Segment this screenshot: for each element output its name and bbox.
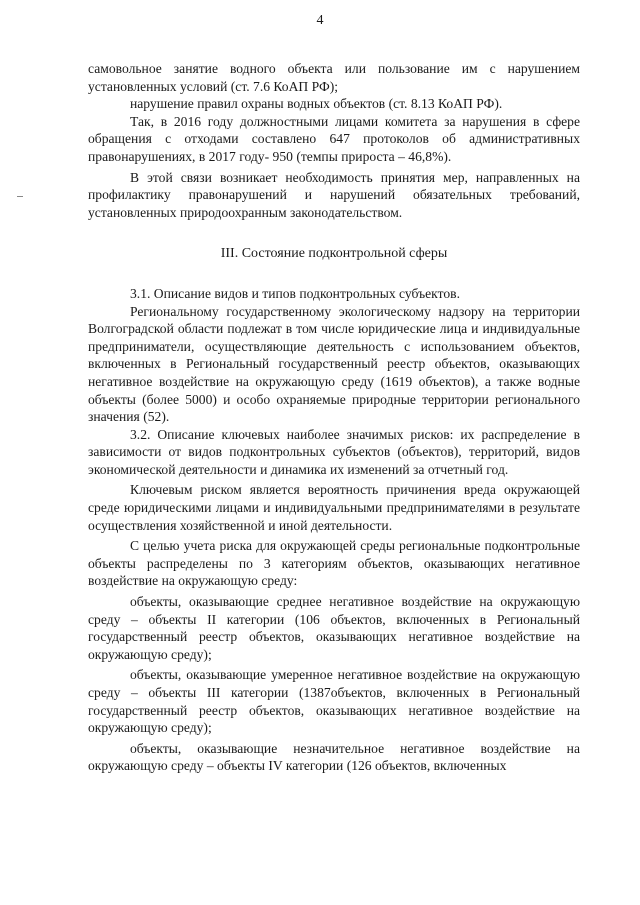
paragraph-unauthorized-water-use: самовольное занятие водного объекта или пользование им с нарушением установленных условий (ст. 7.6 КоАП РФ);	[88, 61, 580, 94]
paragraph-risk-categories: С целью учета риска для окружающей среды региональные подконтрольные объекты распределены по 3 категориям объектов, оказывающих негативное воздействие на окружающую среду:	[88, 538, 580, 589]
paragraph-subsection-3-2: 3.2. Описание ключевых наиболее значимых рисков: их распределение в зависимости от видов подконтрольных субъектов (объектов), территорий, видов экономической деятельности и динамика их изменений за отчетный год.	[88, 426, 580, 477]
paragraph-water-protection-violation: нарушение правил охраны водных объектов (ст. 8.13 КоАП РФ).	[130, 96, 503, 112]
paragraph-category-ii: объекты, оказывающие среднее негативное воздействие на окружающую среду – объекты II категории (106 объектов, включенных в Региональный государственный реестр объектов, оказывающих негативное воздействие на окружающую среду);	[88, 594, 580, 662]
paragraph-category-iii: объекты, оказывающие умеренное негативное воздействие на окружающую среду – объекты III категории (1387объектов, включенных в Региональный государственный реестр объектов, оказывающих негативное воздействие на окружающую среду);	[88, 667, 580, 736]
paragraph-category-iv: объекты, оказывающие незначительное негативное воздействие на окружающую среду – объекты IV категории (126 объектов, включенных	[88, 740, 580, 774]
margin-mark	[17, 196, 23, 197]
paragraph-regional-supervision: Региональному государственному экологическому надзору на территории Волгоградской области подлежат в том числе юридические лица и индивидуальные предприниматели, осуществляющие деятельность с использованием объектов, включенных в Региональный государственный реестр объектов, оказывающих негативное воздействие на окружающую среду (1619 объектов), а также водные объекты (более 5000) и особо охраняемые природные территории регионального значения (52).	[88, 303, 580, 425]
paragraph-protocol-statistics: Так, в 2016 году должностными лицами комитета за нарушения в сфере обращения с отходами составлено 647 протоколов об административных правонарушениях, в 2017 году- 950 (темпы прироста – 46,8%).	[88, 113, 580, 164]
paragraph-key-risk: Ключевым риском является вероятность причинения вреда окружающей среде юридическими лицами и индивидуальными предпринимателями в результате осуществления хозяйственной и иной деятельности.	[88, 482, 580, 533]
page-number: 4	[316, 13, 324, 28]
paragraph-prevention-measures: В этой связи возникает необходимость принятия мер, направленных на профилактику правонарушений и нарушений обязательных требований, установленных природоохранным законодательством.	[88, 169, 580, 220]
body-text	[88, 60, 580, 775]
section-heading: III. Состояние подконтрольной сферы	[220, 246, 448, 262]
paragraph-subsection-3-1: 3.1. Описание видов и типов подконтрольных субъектов.	[130, 285, 460, 301]
